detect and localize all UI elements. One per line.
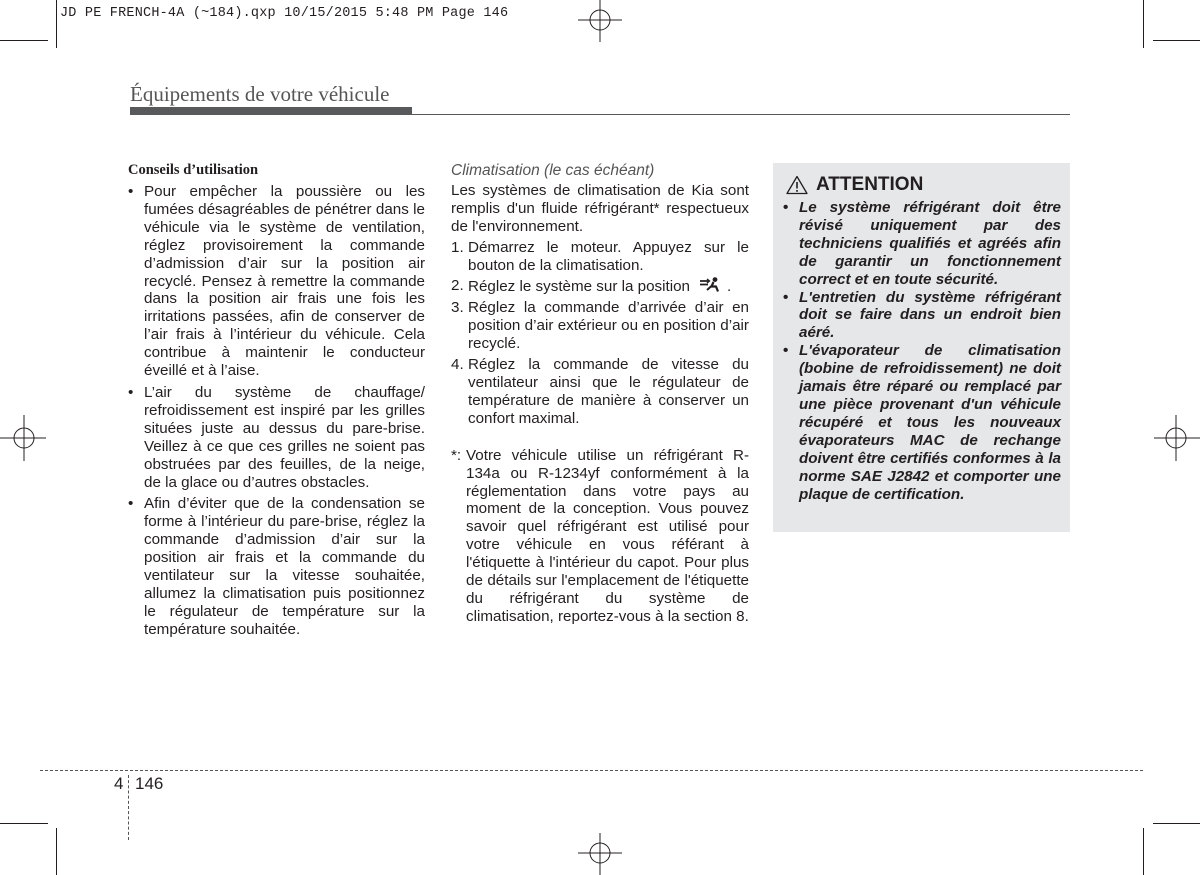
steps-list: [451, 239, 749, 428]
attention-box: [773, 163, 1070, 532]
bullet: •: [128, 383, 134, 401]
registration-mark-bottom: [578, 831, 622, 875]
refrigerant-footnote: *: Votre véhicule utilise un réfrigérant R-134a ou R-1234yf conformément à la réglementation dans votre pays au moment de la conception. Vous pouvez savoir quel réfrigérant est utilisé pour votre véhicule en vous référant à l'étiquette à l'intérieur du capot. Pour plus de détails sur l'emplacement de l'étiquette du réfrigérant du système de climatisation, reportez-vous à la section 8.: [451, 446, 749, 625]
bullet: •: [128, 495, 134, 513]
list-item: 3. Réglez la commande d’arrivée d’air en position d’air extérieur ou en position d’air recyclé.: [451, 299, 749, 353]
registration-mark-left: [0, 415, 46, 461]
footnote-marker: *:: [451, 446, 462, 464]
usage-tips-list: [128, 183, 425, 639]
attention-header: [786, 174, 923, 196]
list-item: 4. Réglez la commande de vitesse du ventilateur ainsi que le régulateur de température de manière à conserver un confort maximal.: [451, 356, 749, 427]
registration-mark-top: [578, 0, 622, 44]
header-bar: [130, 107, 412, 115]
registration-mark-right: [1154, 415, 1200, 461]
list-item: • L’air du système de chauffage/ refroidissement est inspiré par les grilles situées juste au dessus du pare-brise. Veillez à ce que ces grilles ne soient pas obstruées par des feuilles, de la neige, de la glace ou d’autres obstacles.: [128, 383, 425, 491]
list-item: 1. Démarrez le moteur. Appuyez sur le bouton de la climatisation.: [451, 238, 749, 274]
header-rule: [412, 114, 1070, 115]
list-item: • Pour empêcher la poussière ou les fumées désagréables de pénétrer dans le véhicule via le système de ventilation, réglez provisoirement la commande d’admission d’air sur la position air recyclé. Pensez à remettre la commande dans la position air frais une fois les irritations passées, afin de conserver de l’air frais à l’intérieur du véhicule. Cela contribue à maintenir le conducteur éveillé et à l’aise.: [128, 183, 425, 380]
page-number-divider: [128, 775, 129, 840]
usage-tips-heading: Conseils d’utilisation: [128, 162, 259, 178]
section-title: Équipements de votre véhicule: [130, 82, 390, 106]
list-item: • L'entretien du système réfrigérant doit se faire dans un endroit bien aéré.: [783, 288, 1061, 342]
section-number: 4: [114, 774, 124, 793]
list-item: • L'évaporateur de climatisation (bobine de refroidissement) ne doit jamais être réparé ou remplacé par une pièce provenant d'un véhicule récupéré et tous les nouveaux évaporateurs MAC de rechange doivent être certifiés conformes à la norme SAE J2842 et comporter une plaque de certification.: [783, 342, 1061, 503]
bullet: •: [128, 183, 134, 200]
print-slug: JD PE FRENCH-4A (~184).qxp 10/15/2015 5:48 PM Page 146: [60, 6, 509, 21]
list-item: • Afin d’éviter que de la condensation se forme à l’intérieur du pare-brise, réglez la commande d’admission d’air sur la position air frais et la commande du ventilateur sur la vitesse souhaitée, allumez la climatisation puis positionnez le régulateur de température sur la température souhaitée.: [128, 495, 425, 638]
page-number: 146: [135, 774, 164, 793]
footer-rule: [40, 770, 1143, 771]
air-conditioning-heading: Climatisation (le cas échéant): [451, 162, 655, 179]
attention-list: [783, 199, 1061, 503]
column-air-conditioning: [451, 162, 749, 626]
column-usage-tips: [128, 162, 425, 643]
attention-title: ATTENTION: [816, 174, 924, 195]
list-item: • Le système réfrigérant doit être révisé uniquement par des techniciens qualifiés et agréés afin de garantir un fonctionnement correct et en toute sécurité.: [783, 199, 1061, 288]
list-item: 2. Réglez le système sur la position .: [451, 277, 732, 296]
air-conditioning-intro: Les systèmes de climatisation de Kia sont remplis d'un fluide réfrigérant* respectueux de l'environnement.: [451, 181, 749, 235]
warning-triangle-icon: [786, 175, 808, 195]
vent-mode-icon: [699, 277, 721, 293]
